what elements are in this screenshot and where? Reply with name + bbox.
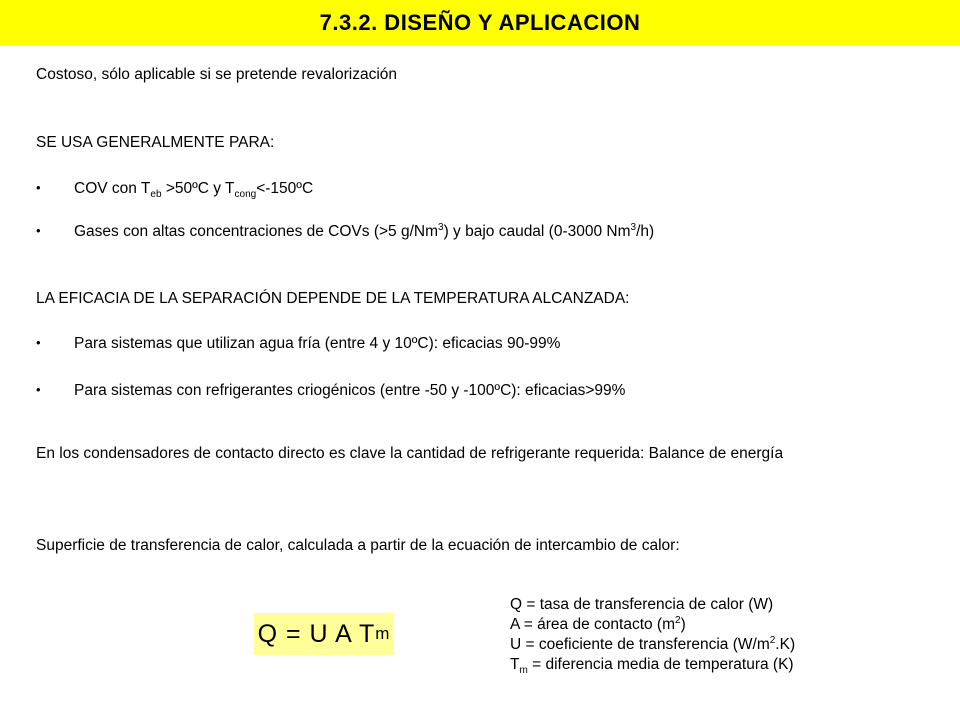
surface-line: Superficie de transferencia de calor, calculada a partir de la ecuación de intercambio de calor: bbox=[36, 537, 680, 554]
section2-item-2: • Para sistemas con refrigerantes criogénicos (entre -50 y -100ºC): eficacias>99% bbox=[36, 382, 626, 399]
bullet-icon: • bbox=[36, 335, 41, 350]
title-banner bbox=[0, 0, 960, 45]
legend-tm: $T_m$ = diferencia media de temperatura (K) bbox=[510, 656, 794, 676]
section2-item-1: • Para sistemas que utilizan agua fría (entre 4 y 10ºC): eficacias 90-99% bbox=[36, 335, 561, 352]
intro-text: Costoso, sólo aplicable si se pretende revalorización bbox=[36, 66, 398, 83]
section1-item-1: • COV con $T_{eb}$ >50ºC y $T_{cong}<-150ºC$ bbox=[36, 180, 314, 200]
direct-contact-paragraph: En los condensadores de contacto directo es clave la cantidad de refrigerante requerida: Balance de energía bbox=[36, 445, 784, 462]
bullet-icon: • bbox=[36, 180, 41, 195]
legend-a: A = área de contacto $(m^2)$ bbox=[510, 615, 686, 633]
legend-u: U = coeficiente de transferencia $(W/m^2.K)$ bbox=[510, 635, 796, 653]
bullet-icon: • bbox=[36, 223, 41, 238]
section1-heading: SE USA GENERALMENTE PARA: bbox=[36, 134, 275, 151]
section2-heading: LA EFICACIA DE LA SEPARACIÓN DEPENDE DE LA TEMPERATURA ALCANZADA: bbox=[36, 290, 630, 307]
bullet-icon: • bbox=[36, 382, 41, 397]
heat-transfer-formula: Q = U A T m bbox=[254, 613, 394, 655]
legend-q: Q = tasa de transferencia de calor (W) bbox=[510, 596, 774, 613]
section1-item-2: • Gases con altas concentraciones de COVs (>5 g/Nm$^3$) y bajo caudal (0-3000 Nm$^3$/h) bbox=[36, 222, 655, 240]
page-title: 7.3.2. DISEÑO Y APLICACION bbox=[319, 9, 641, 35]
formula-legend bbox=[510, 595, 795, 675]
